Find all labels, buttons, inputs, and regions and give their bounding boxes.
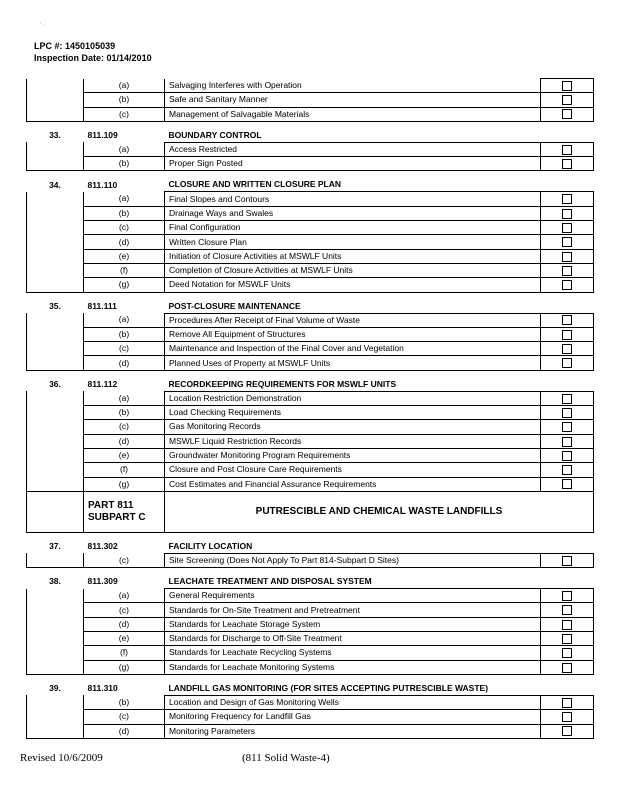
violation-checkbox[interactable] (562, 109, 572, 119)
item-letter: (e) (84, 249, 165, 263)
checklist-item (27, 391, 594, 405)
spacer-row (27, 121, 594, 129)
item-description: Safe and Sanitary Manner (165, 93, 541, 107)
item-description: Site Screening (Does Not Apply To Part 814-Subpart D Sites) (165, 553, 541, 567)
section-number: 39. (49, 683, 61, 694)
checkbox-cell (541, 553, 594, 567)
blank-cell (27, 434, 84, 448)
violation-checkbox[interactable] (562, 358, 572, 368)
checkbox-cell (541, 646, 594, 660)
section-code: 811.302 (87, 541, 118, 552)
checkbox-cell (541, 710, 594, 724)
blank-cell (27, 603, 84, 617)
blank-cell (27, 356, 84, 370)
item-letter: (d) (84, 724, 165, 738)
checklist-item (27, 278, 594, 292)
violation-checkbox[interactable] (562, 344, 572, 354)
spacer-row (27, 171, 594, 179)
item-description: Standards for Discharge to Off-Site Treatment (165, 632, 541, 646)
violation-checkbox[interactable] (562, 648, 572, 658)
blank-cell (27, 391, 84, 405)
item-letter: (d) (84, 434, 165, 448)
checklist-item (27, 142, 594, 156)
item-description: Closure and Post Closure Care Requirements (165, 463, 541, 477)
checkbox-cell (541, 463, 594, 477)
checklist-item (27, 93, 594, 107)
checkbox-cell (541, 342, 594, 356)
section-title: LEACHATE TREATMENT AND DISPOSAL SYSTEM (165, 575, 541, 589)
checklist-item (27, 589, 594, 603)
blank-cell (541, 575, 594, 589)
blank-cell (541, 129, 594, 143)
item-letter: (a) (84, 589, 165, 603)
checkbox-cell (541, 617, 594, 631)
violation-checkbox[interactable] (562, 620, 572, 630)
revised-date: Revised 10/6/2009 (20, 752, 103, 764)
spacer-row (27, 292, 594, 300)
blank-cell (27, 142, 84, 156)
violation-checkbox[interactable] (562, 315, 572, 325)
violation-checkbox[interactable] (562, 663, 572, 673)
section-header (27, 682, 594, 696)
checklist-item (27, 617, 594, 631)
checklist-item (27, 107, 594, 121)
item-letter: (b) (84, 157, 165, 171)
blank-cell (27, 107, 84, 121)
item-letter: (a) (84, 79, 165, 93)
page-label: (811 Solid Waste-4) (242, 752, 330, 764)
section-code: 811.110 (87, 179, 118, 190)
violation-checkbox[interactable] (562, 437, 572, 447)
item-letter: (c) (84, 107, 165, 121)
violation-checkbox[interactable] (562, 95, 572, 105)
checkbox-cell (541, 434, 594, 448)
item-letter: (f) (84, 263, 165, 277)
item-letter: (c) (84, 342, 165, 356)
checkbox-cell (541, 695, 594, 709)
blank-cell (27, 589, 84, 603)
violation-checkbox[interactable] (562, 451, 572, 461)
section-code: 811.111 (87, 300, 117, 311)
checkbox-cell (541, 278, 594, 292)
item-description: Drainage Ways and Swales (165, 206, 541, 220)
item-description: Remove All Equipment of Structures (165, 327, 541, 341)
spacer-row (27, 674, 594, 682)
blank-cell (27, 695, 84, 709)
lpc-label: LPC #: (34, 41, 63, 51)
section-title: FACILITY LOCATION (165, 540, 541, 554)
blank-cell (27, 710, 84, 724)
blank-cell (27, 79, 84, 93)
checkbox-cell (541, 420, 594, 434)
violation-checkbox[interactable] (562, 237, 572, 247)
checkbox-cell (541, 356, 594, 370)
checklist-item (27, 192, 594, 206)
checkbox-cell (541, 107, 594, 121)
blank-cell (27, 249, 84, 263)
blank-cell (541, 540, 594, 554)
violation-checkbox[interactable] (562, 591, 572, 601)
blank-cell (27, 263, 84, 277)
checkbox-cell (541, 632, 594, 646)
section-title: RECORDKEEPING REQUIREMENTS FOR MSWLF UNITS (165, 378, 541, 392)
checklist-item (27, 553, 594, 567)
checklist-item (27, 695, 594, 709)
checklist-item (27, 249, 594, 263)
blank-cell (27, 157, 84, 171)
section-title: BOUNDARY CONTROL (165, 129, 541, 143)
blank-cell (27, 313, 84, 327)
checkbox-cell (541, 603, 594, 617)
checkbox-cell (541, 157, 594, 171)
item-letter: (g) (84, 278, 165, 292)
section-title: CLOSURE AND WRITTEN CLOSURE PLAN (165, 178, 541, 192)
corner-mark: ' · (40, 22, 45, 28)
checkbox-cell (541, 660, 594, 674)
checklist-item (27, 710, 594, 724)
item-letter: (d) (84, 235, 165, 249)
violation-checkbox[interactable] (562, 712, 572, 722)
checkbox-cell (541, 221, 594, 235)
violation-checkbox[interactable] (562, 252, 572, 262)
item-description: Standards for On-Site Treatment and Pretreatment (165, 603, 541, 617)
violation-checkbox[interactable] (562, 556, 572, 566)
item-description: Planned Uses of Property at MSWLF Units (165, 356, 541, 370)
item-letter: (c) (84, 710, 165, 724)
item-letter: (g) (84, 477, 165, 491)
blank-cell (27, 206, 84, 220)
checkbox-cell (541, 142, 594, 156)
inspection-date-label: Inspection Date: (34, 53, 105, 63)
subpart-label: PART 811 SUBPART C (84, 491, 165, 532)
violation-checkbox[interactable] (562, 209, 572, 219)
checkbox-cell (541, 448, 594, 462)
checklist-item (27, 221, 594, 235)
checkbox-cell (541, 589, 594, 603)
checklist-item (27, 356, 594, 370)
item-description: MSWLF Liquid Restriction Records (165, 434, 541, 448)
item-letter: (b) (84, 206, 165, 220)
violation-checkbox[interactable] (562, 330, 572, 340)
section-code: 811.112 (87, 379, 118, 389)
item-description: Deed Notation for MSWLF Units (165, 278, 541, 292)
item-letter: (a) (84, 142, 165, 156)
violation-checkbox[interactable] (562, 194, 572, 204)
blank-cell (27, 724, 84, 738)
checklist-item (27, 477, 594, 491)
section-header (27, 575, 594, 589)
item-letter: (b) (84, 93, 165, 107)
lpc-value: 1450105039 (65, 41, 116, 51)
checklist-item (27, 79, 594, 93)
section-title: POST-CLOSURE MAINTENANCE (165, 300, 541, 314)
item-letter: (f) (84, 646, 165, 660)
blank-cell (27, 491, 84, 532)
checklist-item (27, 406, 594, 420)
item-description: Load Checking Requirements (165, 406, 541, 420)
item-letter: (c) (84, 603, 165, 617)
violation-checkbox[interactable] (562, 605, 572, 615)
violation-checkbox[interactable] (562, 408, 572, 418)
section-code: 811.310 (87, 683, 118, 694)
checkbox-cell (541, 192, 594, 206)
checkbox-cell (541, 263, 594, 277)
section-number: 35. (49, 300, 61, 311)
checklist-item (27, 660, 594, 674)
item-description: Standards for Leachate Monitoring Systems (165, 660, 541, 674)
checkbox-cell (541, 406, 594, 420)
violation-checkbox[interactable] (562, 394, 572, 404)
item-description: Access Restricted (165, 142, 541, 156)
section-code: 811.309 (87, 576, 118, 587)
item-description: Location Restriction Demonstration (165, 391, 541, 405)
section-number: 33. (49, 130, 61, 141)
item-description: Gas Monitoring Records (165, 420, 541, 434)
checklist-item (27, 448, 594, 462)
item-description: Final Configuration (165, 221, 541, 235)
item-description: Written Closure Plan (165, 235, 541, 249)
blank-cell (27, 463, 84, 477)
section-title: LANDFILL GAS MONITORING (FOR SITES ACCEPTING PUTRESCIBLE WASTE) (165, 682, 541, 696)
checklist-item (27, 235, 594, 249)
section-header (27, 540, 594, 554)
item-description: Final Slopes and Contours (165, 192, 541, 206)
spacer-row (27, 370, 594, 378)
checklist-item (27, 313, 594, 327)
violation-checkbox[interactable] (562, 634, 572, 644)
item-description: Salvaging Interferes with Operation (165, 79, 541, 93)
item-letter: (c) (84, 553, 165, 567)
spacer-row (27, 568, 594, 576)
checklist-table (26, 78, 594, 739)
item-letter: (e) (84, 632, 165, 646)
inspection-date-value: 01/14/2010 (106, 53, 152, 63)
blank-cell (27, 553, 84, 567)
blank-cell (541, 378, 594, 392)
spacer-row (27, 532, 594, 540)
blank-cell (27, 221, 84, 235)
section-header (27, 378, 594, 392)
item-description: Groundwater Monitoring Program Requirements (165, 448, 541, 462)
checkbox-cell (541, 93, 594, 107)
violation-checkbox[interactable] (562, 280, 572, 290)
checkbox-cell (541, 327, 594, 341)
blank-cell (27, 617, 84, 631)
section-number: 36. (49, 379, 61, 389)
violation-checkbox[interactable] (562, 145, 572, 155)
checkbox-cell (541, 235, 594, 249)
item-description: Standards for Leachate Storage System (165, 617, 541, 631)
blank-cell (541, 300, 594, 314)
violation-checkbox[interactable] (562, 422, 572, 432)
checklist-item (27, 463, 594, 477)
checkbox-cell (541, 249, 594, 263)
section-header (27, 178, 594, 192)
item-letter: (a) (84, 313, 165, 327)
checkbox-cell (541, 391, 594, 405)
section-number: 34. (49, 179, 61, 190)
item-description: Maintenance and Inspection of the Final Cover and Vegetation (165, 342, 541, 356)
blank-cell (27, 93, 84, 107)
item-letter: (d) (84, 617, 165, 631)
item-letter: (a) (84, 192, 165, 206)
checklist-item (27, 603, 594, 617)
item-letter: (b) (84, 406, 165, 420)
blank-cell (27, 420, 84, 434)
section-number: 38. (49, 576, 61, 587)
item-description: Cost Estimates and Financial Assurance Requirements (165, 477, 541, 491)
blank-cell (541, 682, 594, 696)
blank-cell (27, 278, 84, 292)
checklist-item (27, 724, 594, 738)
violation-checkbox[interactable] (562, 479, 572, 489)
checklist-item (27, 342, 594, 356)
section-header (27, 300, 594, 314)
blank-cell (27, 327, 84, 341)
checkbox-cell (541, 79, 594, 93)
item-description: Standards for Leachate Recycling Systems (165, 646, 541, 660)
checkbox-cell (541, 477, 594, 491)
item-description: General Requirements (165, 589, 541, 603)
item-letter: (d) (84, 356, 165, 370)
checkbox-cell (541, 206, 594, 220)
section-header (27, 129, 594, 143)
item-description: Monitoring Frequency for Landfill Gas (165, 710, 541, 724)
item-description: Management of Salvagable Materials (165, 107, 541, 121)
checklist-item (27, 420, 594, 434)
item-letter: (a) (84, 391, 165, 405)
item-letter: (b) (84, 327, 165, 341)
blank-cell (27, 342, 84, 356)
checkbox-cell (541, 313, 594, 327)
violation-checkbox[interactable] (562, 726, 572, 736)
violation-checkbox[interactable] (562, 266, 572, 276)
item-description: Monitoring Parameters (165, 724, 541, 738)
blank-cell (27, 660, 84, 674)
item-description: Location and Design of Gas Monitoring Wells (165, 695, 541, 709)
section-code: 811.109 (87, 130, 118, 141)
blank-cell (27, 646, 84, 660)
document-header (34, 40, 152, 64)
checklist-item (27, 646, 594, 660)
checklist-item (27, 157, 594, 171)
item-description: Proper Sign Posted (165, 157, 541, 171)
blank-cell (27, 632, 84, 646)
item-letter: (c) (84, 420, 165, 434)
blank-cell (27, 406, 84, 420)
blank-cell (27, 235, 84, 249)
item-letter: (f) (84, 463, 165, 477)
blank-cell (541, 178, 594, 192)
item-letter: (b) (84, 695, 165, 709)
blank-cell (27, 448, 84, 462)
blank-cell (27, 477, 84, 491)
item-description: Completion of Closure Activities at MSWLF Units (165, 263, 541, 277)
checklist-item (27, 632, 594, 646)
violation-checkbox[interactable] (562, 81, 572, 91)
violation-checkbox[interactable] (562, 223, 572, 233)
violation-checkbox[interactable] (562, 698, 572, 708)
subpart-row (27, 491, 594, 532)
violation-checkbox[interactable] (562, 465, 572, 475)
item-letter: (c) (84, 221, 165, 235)
item-description: Procedures After Receipt of Final Volume of Waste (165, 313, 541, 327)
checklist-item (27, 263, 594, 277)
violation-checkbox[interactable] (562, 159, 572, 169)
checklist-item (27, 434, 594, 448)
checklist-item (27, 206, 594, 220)
subpart-title: PUTRESCIBLE AND CHEMICAL WASTE LANDFILLS (165, 491, 594, 532)
section-number: 37. (49, 541, 61, 552)
item-description: Initiation of Closure Activities at MSWLF Units (165, 249, 541, 263)
checklist-item (27, 327, 594, 341)
item-letter: (e) (84, 448, 165, 462)
item-letter: (g) (84, 660, 165, 674)
blank-cell (27, 192, 84, 206)
checkbox-cell (541, 724, 594, 738)
